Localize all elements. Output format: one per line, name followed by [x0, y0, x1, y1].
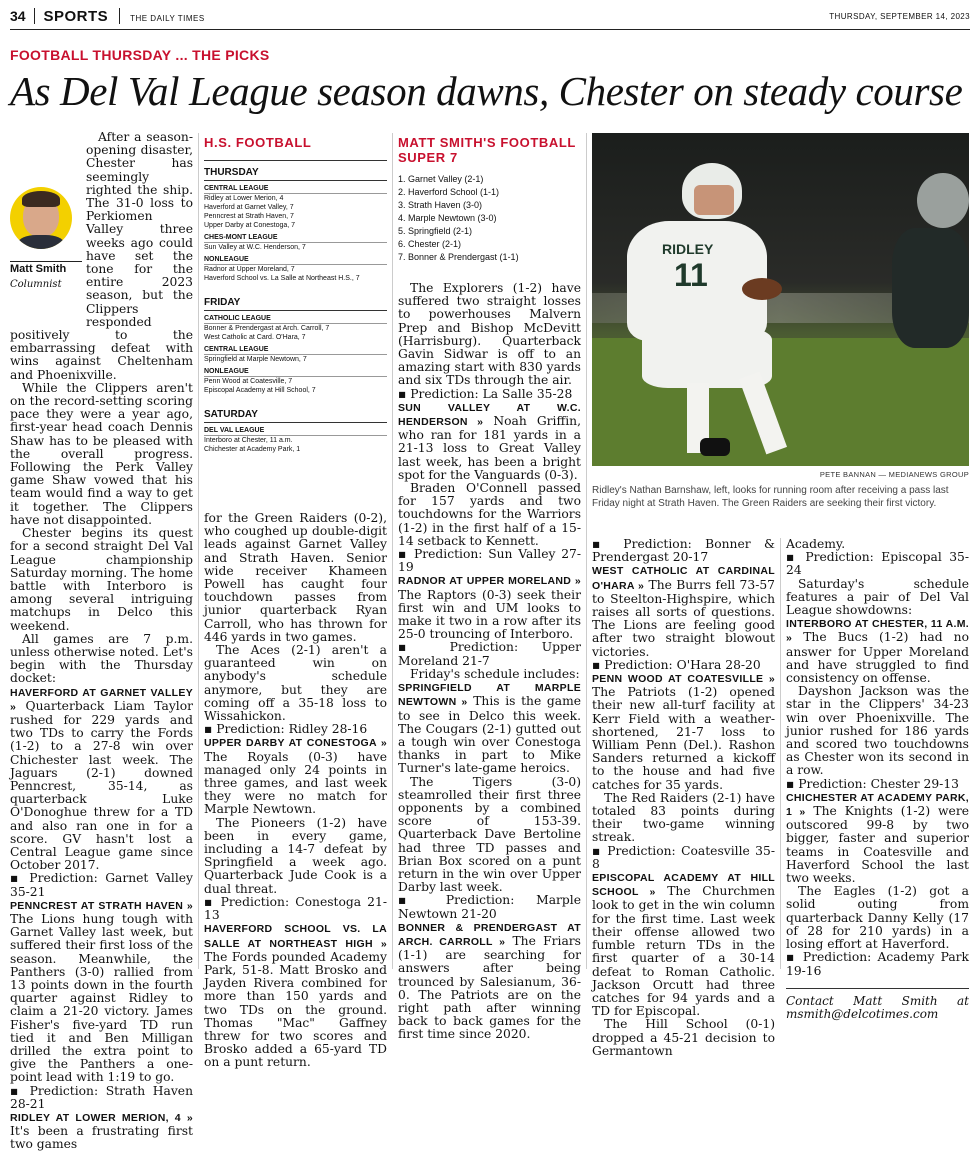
- paragraph: [592, 564, 775, 658]
- article-column-4: [592, 538, 775, 1058]
- paragraph: [786, 885, 969, 951]
- schedule-game: Penncrest at Strath Haven, 7: [204, 213, 294, 220]
- paragraph-text: The Red Raiders (2-1) have totaled 83 points during their two-game winning streak.: [592, 790, 775, 845]
- headline: As Del Val League season dawns, Chester on steady course: [10, 68, 963, 114]
- schedule-game: Springfield at Marple Newtown, 7: [204, 356, 307, 363]
- paragraph: [398, 921, 581, 1042]
- paragraph: [592, 1018, 775, 1058]
- schedule-game: Sun Valley at W.C. Henderson, 7: [204, 244, 306, 251]
- contact-line: Contact Matt Smith at msmith@delcotimes.com: [786, 993, 969, 1021]
- columnist-role: Columnist: [10, 279, 62, 290]
- paragraph: [204, 817, 387, 896]
- columnist-box: [10, 131, 82, 316]
- paragraph: [398, 574, 581, 641]
- paragraph: [592, 871, 775, 1018]
- avatar: [10, 187, 72, 249]
- article-column-3: [398, 282, 581, 1042]
- game-lede: UPPER DARBY AT CONESTOGA »: [204, 737, 387, 750]
- schedule-game: Interboro at Chester, 11 a.m.: [204, 437, 293, 444]
- game-lede: EPISCOPAL ACADEMY AT HILL SCHOOL »: [592, 872, 775, 899]
- paragraph-text: This is the game to see in Delco this week. The Cougars (2-1) gutted out a tough win over Conestoga thanks in part to Mike Turner's late-game heroics.: [398, 694, 582, 776]
- paragraph-text: Quarterback Liam Taylor rushed for 229 yards and two TDs to carry the Fords (1-2) to a 27-8 win over Chichester last week. The Jaguars (2-1) downed Penncrest, 35-14, as quarterback Luke O'Donoghue threw for a TD and also ran one in for a score. GV hasn't lost a Central League game since October 2017.: [10, 698, 193, 873]
- header-rule: [10, 29, 970, 30]
- schedule-game: Haverford School vs. La Salle at Northeast H.S., 7: [204, 275, 360, 282]
- super7-item: 5. Springfield (2-1): [398, 226, 473, 236]
- jersey-number: 11: [674, 257, 708, 293]
- paragraph: [204, 644, 387, 723]
- paragraph: Chester begins its quest for a second straight Del Val League championship Saturday morning. The home battle with Interboro is among several intriguing matchups in Delco this weekend.: [10, 526, 193, 633]
- super7-title: MATT SMITH'S FOOTBALL SUPER 7: [398, 135, 576, 165]
- paragraph-text: Braden O'Connell passed for 157 yards and two touchdowns for the Warriors (1-2) in the first half of a 15-14 setback to Kennett.: [398, 481, 581, 548]
- paragraph-text: The Pioneers (1-2) have been in every game, including a 14-7 defeat by Springfield a week ago. Quarterback Jude Cook is a dual threat.: [204, 815, 387, 896]
- paragraph: [10, 899, 193, 1085]
- game-lede: PENNCREST AT STRATH HAVEN »: [10, 899, 193, 912]
- paragraph: [786, 791, 969, 885]
- paragraph-text: It's been a frustrating first two games: [10, 1124, 193, 1152]
- paragraph-text: The Lions hung tough with Garnet Valley last week, but suffered their first loss of the season. Meanwhile, the Panthers (3-0) rallied from 13 points down in the fourth quarter against Ridley to claim a 21-20 victory. James Fisher's five-yard TD run tied it and Ben Milligan drilled the extra point to give the Panthers a one-point lead with 1:19 to go.: [10, 911, 193, 1085]
- schedule-title: H.S. FOOTBALL: [204, 135, 312, 150]
- prediction: ▪ Prediction: La Salle 35-28: [398, 386, 573, 401]
- schedule-league: CENTRAL LEAGUE: [204, 346, 387, 355]
- schedule-day: SATURDAY: [204, 409, 387, 423]
- photo-caption: Ridley's Nathan Barnshaw, left, looks for running room after receiving a pass last Friday night at Strath Haven. The Green Raiders are seeking their first victory.: [592, 485, 949, 509]
- super7-item: 6. Chester (2-1): [398, 239, 462, 249]
- game-lede: CHICHESTER AT ACADEMY PARK, 1 »: [786, 791, 969, 819]
- paragraph: [592, 792, 775, 845]
- schedule-league: CENTRAL LEAGUE: [204, 185, 387, 194]
- game-lede: HAVERFORD SCHOOL VS. LA SALLE AT NORTHEAST HIGH »: [204, 923, 387, 950]
- paragraph-text: The Hill School (0-1) dropped a 45-21 decision to Germantown: [592, 1017, 775, 1058]
- game-lede: RADNOR AT UPPER MORELAND »: [398, 575, 581, 588]
- paragraph: While the Clippers aren't on the record-setting scoring pace they were a year ago, first-year head coach Dennis Shaw has to be pleased with the overall progress. Following the Perk Valley game Shaw vowed that his team would find a way to get it together. The Clippers have not disappointed.: [10, 380, 193, 527]
- paragraph: After a season-opening disaster, Chester has seemingly righted the ship. The 31-0 loss to Perkiomen Valley three weeks ago could have set the tone for the entire 2023 season, but the Clippers responded positively to the embarrassing defeat with wins against Cheltenham and Phoenixville.: [10, 130, 193, 382]
- prediction: ▪ Prediction: Ridley 28-16: [204, 722, 368, 737]
- article-column-1: [10, 131, 193, 1152]
- schedule-game: Chichester at Academy Park, 1: [204, 446, 301, 453]
- super7-item: 4. Marple Newtown (3-0): [398, 213, 497, 223]
- game-lede: BONNER & PRENDERGAST AT ARCH. CARROLL »: [398, 921, 581, 948]
- paragraph: [398, 668, 581, 681]
- column-divider: [780, 538, 781, 969]
- paragraph-text: The Royals (0-3) have managed only 24 points in three games, and last week they were no match for Marple Newtown.: [204, 749, 387, 817]
- schedule-league: NONLEAGUE: [204, 368, 387, 377]
- paragraph: [398, 401, 581, 482]
- photo: [592, 133, 969, 466]
- prediction: ▪ Prediction: Marple Newtown 21-20: [398, 893, 581, 921]
- paragraph-text: The Explorers (1-2) have suffered two straight losses to powerhouses Malvern Prep and Bishop McDevitt (Harrisburg). Quarterback Gavin Sidwar is off to an amazing start with 830 yards and six TDs through the air.: [398, 281, 581, 388]
- kicker: FOOTBALL THURSDAY ... THE PICKS: [10, 47, 270, 63]
- column-divider: [586, 133, 587, 969]
- column-divider: [392, 133, 393, 969]
- schedule-game: Ridley at Lower Merion, 4: [204, 195, 284, 202]
- paragraph-text: The Tigers (3-0) steamrolled their first three opponents by a combined score of 153-39. Quarterback Dave Bertoline had three TD passes and Brian Box scored on a punt return in the win over Upper Darby last week.: [398, 774, 581, 895]
- schedule-game: Penn Wood at Coatesville, 7: [204, 378, 293, 385]
- page-header: [10, 8, 970, 28]
- super7-box: [398, 135, 581, 264]
- article-column-5: [786, 538, 969, 1021]
- game-lede: HAVERFORD AT GARNET VALLEY »: [10, 686, 193, 713]
- article-column-2: [204, 512, 387, 1070]
- schedule-game: Episcopal Academy at Hill School, 7: [204, 387, 316, 394]
- paragraph: [204, 736, 387, 816]
- paragraph-text: for the Green Raiders (0-2), who coughed up double-digit leads against Garnet Valley and Strath Haven. Senior wide receiver Khameen Powell has caught four touchdown passes from junior quarterback Ryan Carroll, who has thrown for 446 yards in two games.: [204, 511, 387, 644]
- schedule-game: Radnor at Upper Moreland, 7: [204, 266, 295, 273]
- prediction: ▪ Prediction: Conestoga 21-13: [204, 894, 387, 923]
- schedule-league: NONLEAGUE: [204, 256, 387, 265]
- paragraph: [786, 578, 969, 618]
- prediction: ▪ Prediction: Coatesville 35-8: [592, 843, 775, 871]
- prediction: ▪ Prediction: Bonner & Prendergast 20-17: [592, 537, 775, 565]
- paragraph-text: Dayshon Jackson was the star in the Clippers' 34-23 win over Phoenixville. The junior rushed for 186 yards and scored two touchdowns as Chester won its second in a row.: [786, 684, 969, 778]
- paragraph-text: The Friars (1-1) are searching for answers after being trounced by Salesianum, 36-0. The Patriots are on the right path after winning back to back games for the first time since 2020.: [398, 933, 581, 1042]
- paper-name: THE DAILY TIMES: [130, 14, 205, 23]
- section-name: SPORTS: [43, 8, 109, 25]
- game-lede: WEST CATHOLIC AT CARDINAL O'HARA »: [592, 565, 775, 592]
- prediction: ▪ Prediction: Upper Moreland 21-7: [398, 640, 581, 668]
- paragraph: All games are 7 p.m. unless otherwise noted. Let's begin with the Thursday docket:: [10, 631, 193, 686]
- column-divider: [198, 133, 199, 969]
- schedule-league: CHES-MONT LEAGUE: [204, 234, 387, 243]
- prediction: ▪ Prediction: Strath Haven 28-21: [10, 1083, 193, 1111]
- paragraph-text: The Aces (2-1) aren't a guaranteed win on anybody's schedule anymore, but they are coming off a 35-18 loss to Wissahickon.: [204, 643, 387, 724]
- schedule-game: Haverford at Garnet Valley, 7: [204, 204, 294, 211]
- schedule-box: [204, 135, 387, 454]
- schedule-league: CATHOLIC LEAGUE: [204, 315, 387, 324]
- issue-date: THURSDAY, SEPTEMBER 14, 2023: [829, 12, 970, 21]
- game-lede: INTERBORO AT CHESTER, 11 A.M. »: [786, 618, 969, 645]
- paragraph: [204, 922, 387, 1069]
- paragraph-text: Saturday's schedule features a pair of Del Val League showdowns:: [786, 576, 969, 618]
- page-number: 34: [10, 8, 26, 24]
- paragraph-text: Noah Griffin, who ran for 181 yards in a 21-13 loss to Great Valley last week, has been a bright spot for the Vanguards (0-3).: [398, 414, 581, 482]
- schedule-game: West Catholic at Card. O'Hara, 7: [204, 334, 306, 341]
- paragraph-text: Academy.: [786, 537, 846, 551]
- paragraph: [786, 617, 969, 685]
- schedule-game: Upper Darby at Conestoga, 7: [204, 222, 296, 229]
- prediction: ▪ Prediction: Episcopal 35-24: [786, 550, 969, 578]
- paragraph-text: The Churchmen look to get in the win column for the first time. Last week their offense allowed two fumble return TDs in the first quarter of a 30-14 defeat to Roman Catholic. Jackson Orcutt had three catches for 94 yards and a TD for Episcopal.: [592, 884, 775, 1019]
- paragraph-text: The Fords pounded Academy Park, 51-8. Matt Brosko and Jayden Rivera combined for more than 150 yards and two TDs on the ground. Thomas "Mac" Gaffney threw for two scores and Brosko added a 65-yard TD on a punt return.: [204, 949, 387, 1070]
- paragraph-text: The Patriots (1-2) opened their new all-turf facility at Kerr Field with a weather-shortened, 21-7 loss to William Penn (Del.). Rashon Sanders returned a kickoff to the house and had five catches for 35 yards.: [592, 685, 775, 792]
- super7-item: 3. Strath Haven (3-0): [398, 200, 483, 210]
- prediction: ▪ Prediction: Chester 29-13: [786, 776, 959, 791]
- jersey-text: RIDLEY: [662, 241, 714, 257]
- paragraph: [786, 685, 969, 777]
- columnist-name: Matt Smith: [10, 261, 82, 275]
- super7-item: 2. Haverford School (1-1): [398, 187, 500, 197]
- super7-item: 1. Garnet Valley (2-1): [398, 174, 484, 184]
- schedule-day: THURSDAY: [204, 167, 387, 181]
- paragraph-text: The Bucs (1-2) had no answer for Upper Moreland and have struggled to find consistency on offense.: [786, 630, 969, 686]
- prediction: ▪ Prediction: Garnet Valley 35-21: [10, 871, 193, 899]
- super7-item: 7. Bonner & Prendergast (1-1): [398, 252, 519, 262]
- game-lede: RIDLEY AT LOWER MERION, 4 »: [10, 1112, 193, 1125]
- paragraph: [592, 672, 775, 792]
- paragraph: [398, 482, 581, 548]
- paragraph: [10, 686, 193, 873]
- game-lede: SPRINGFIELD AT MARPLE NEWTOWN »: [398, 682, 581, 709]
- paragraph-text: The Knights (1-2) were outscored 99-8 by two bigger, faster and superior teams in Coatesville and Haverford School the last two weeks.: [786, 804, 969, 886]
- prediction: ▪ Prediction: Academy Park 19-16: [786, 950, 969, 978]
- photo-credit: PETE BANNAN — MEDIANEWS GROUP: [819, 470, 969, 479]
- schedule-day: FRIDAY: [204, 297, 387, 311]
- schedule-league: DEL VAL LEAGUE: [204, 427, 387, 436]
- paragraph: [398, 282, 581, 388]
- prediction: ▪ Prediction: O'Hara 28-20: [592, 657, 761, 672]
- paragraph: [398, 776, 581, 895]
- paragraph-text: The Burrs fell 73-57 to Steelton-Highspire, which raises all sorts of questions. The Lions are feeling good after two straight blowout victories.: [592, 577, 775, 659]
- paragraph-text: The Raptors (0-3) seek their first win and UM looks to make it two in a row after its 25-0 trouncing of Interboro.: [398, 587, 581, 642]
- schedule-game: Bonner & Prendergast at Arch. Carroll, 7: [204, 325, 330, 332]
- paragraph: [204, 512, 387, 644]
- paragraph: [398, 681, 581, 775]
- prediction: ▪ Prediction: Sun Valley 27-19: [398, 547, 581, 575]
- paragraph-text: Friday's schedule includes:: [410, 666, 580, 681]
- game-lede: SUN VALLEY AT W.C. HENDERSON »: [398, 401, 581, 429]
- paragraph-text: The Eagles (1-2) got a solid outing from quarterback Danny Kelly (17 of 28 for 210 yards) in a losing effort at Haverford.: [786, 884, 969, 952]
- game-lede: PENN WOOD AT COATESVILLE »: [592, 673, 775, 686]
- paragraph: [10, 1111, 193, 1152]
